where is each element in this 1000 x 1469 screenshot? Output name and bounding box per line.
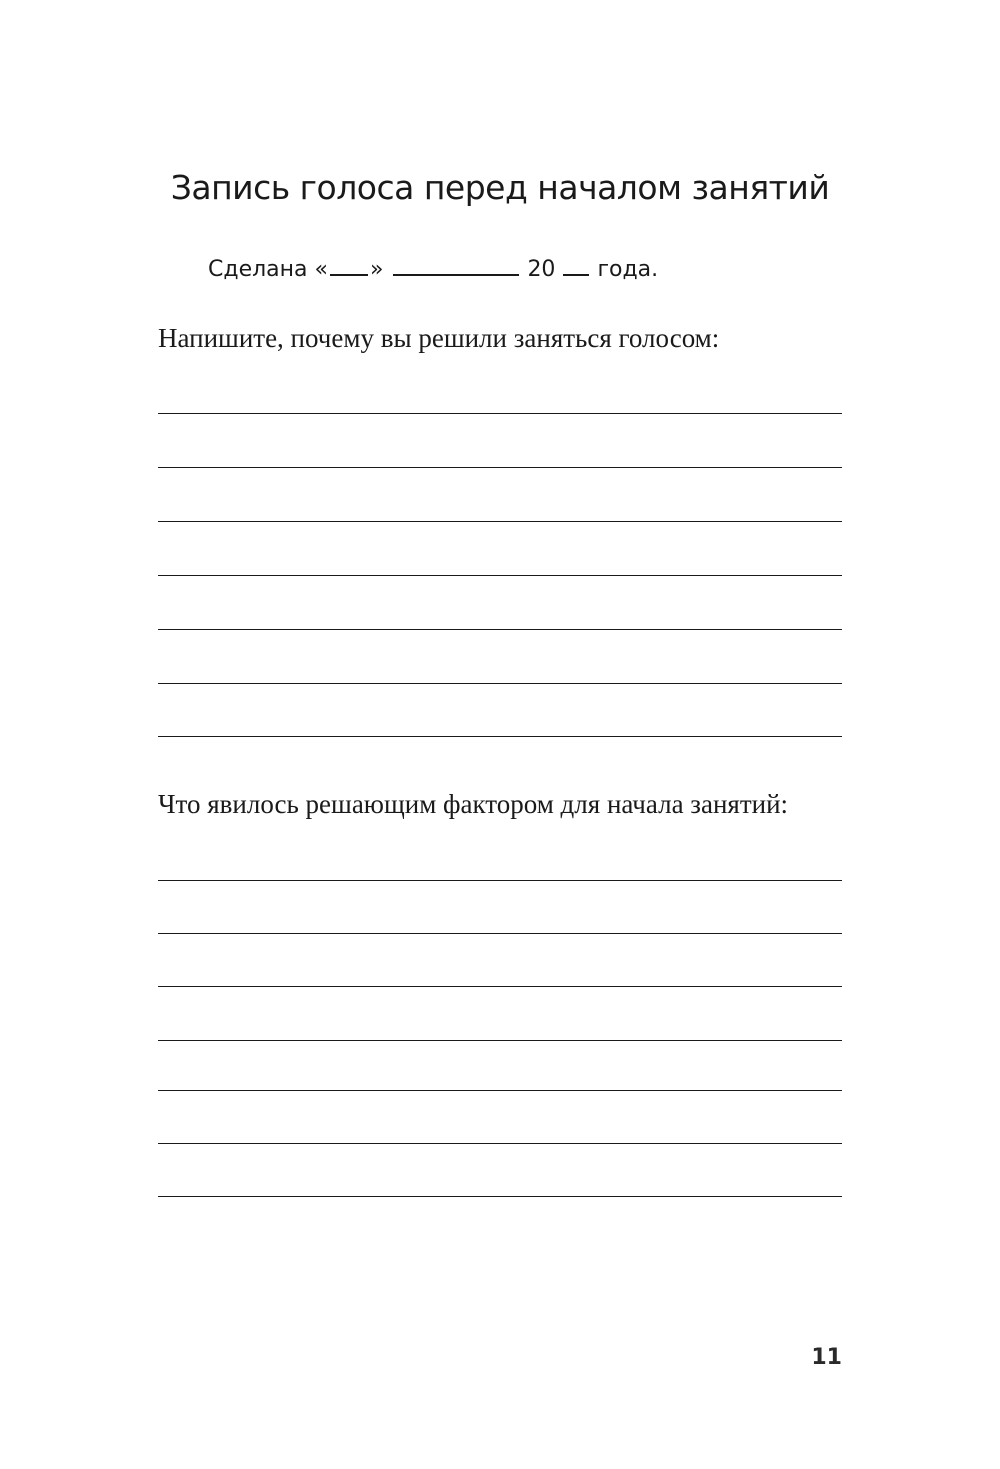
date-prefix: Сделана « bbox=[208, 257, 328, 282]
answer-line[interactable] bbox=[158, 1040, 842, 1041]
year-blank[interactable] bbox=[563, 252, 589, 276]
answer-line[interactable] bbox=[158, 736, 842, 737]
answer-line[interactable] bbox=[158, 880, 842, 881]
answer-line[interactable] bbox=[158, 683, 842, 684]
page-number: 11 bbox=[811, 1345, 842, 1370]
question-deciding-factor: Что явилось решающим фактором для начала занятий: bbox=[158, 789, 789, 819]
answer-line[interactable] bbox=[158, 933, 842, 934]
answer-line[interactable] bbox=[158, 521, 842, 522]
answer-line[interactable] bbox=[158, 1090, 842, 1091]
answer-line[interactable] bbox=[158, 1143, 842, 1144]
question-why-voice: Напишите, почему вы решили заняться голосом: bbox=[158, 323, 720, 353]
date-line bbox=[208, 252, 658, 286]
answer-line[interactable] bbox=[158, 413, 842, 414]
answer-line[interactable] bbox=[158, 467, 842, 468]
date-mid: » bbox=[369, 257, 384, 282]
year-prefix: 20 bbox=[527, 257, 556, 282]
answer-line[interactable] bbox=[158, 629, 842, 630]
answer-line[interactable] bbox=[158, 575, 842, 576]
date-suffix: года. bbox=[597, 257, 659, 282]
day-blank[interactable] bbox=[330, 252, 368, 276]
answer-line[interactable] bbox=[158, 986, 842, 987]
month-blank[interactable] bbox=[393, 252, 519, 276]
answer-line[interactable] bbox=[158, 1196, 842, 1197]
page-title: Запись голоса перед началом занятий bbox=[170, 168, 830, 207]
